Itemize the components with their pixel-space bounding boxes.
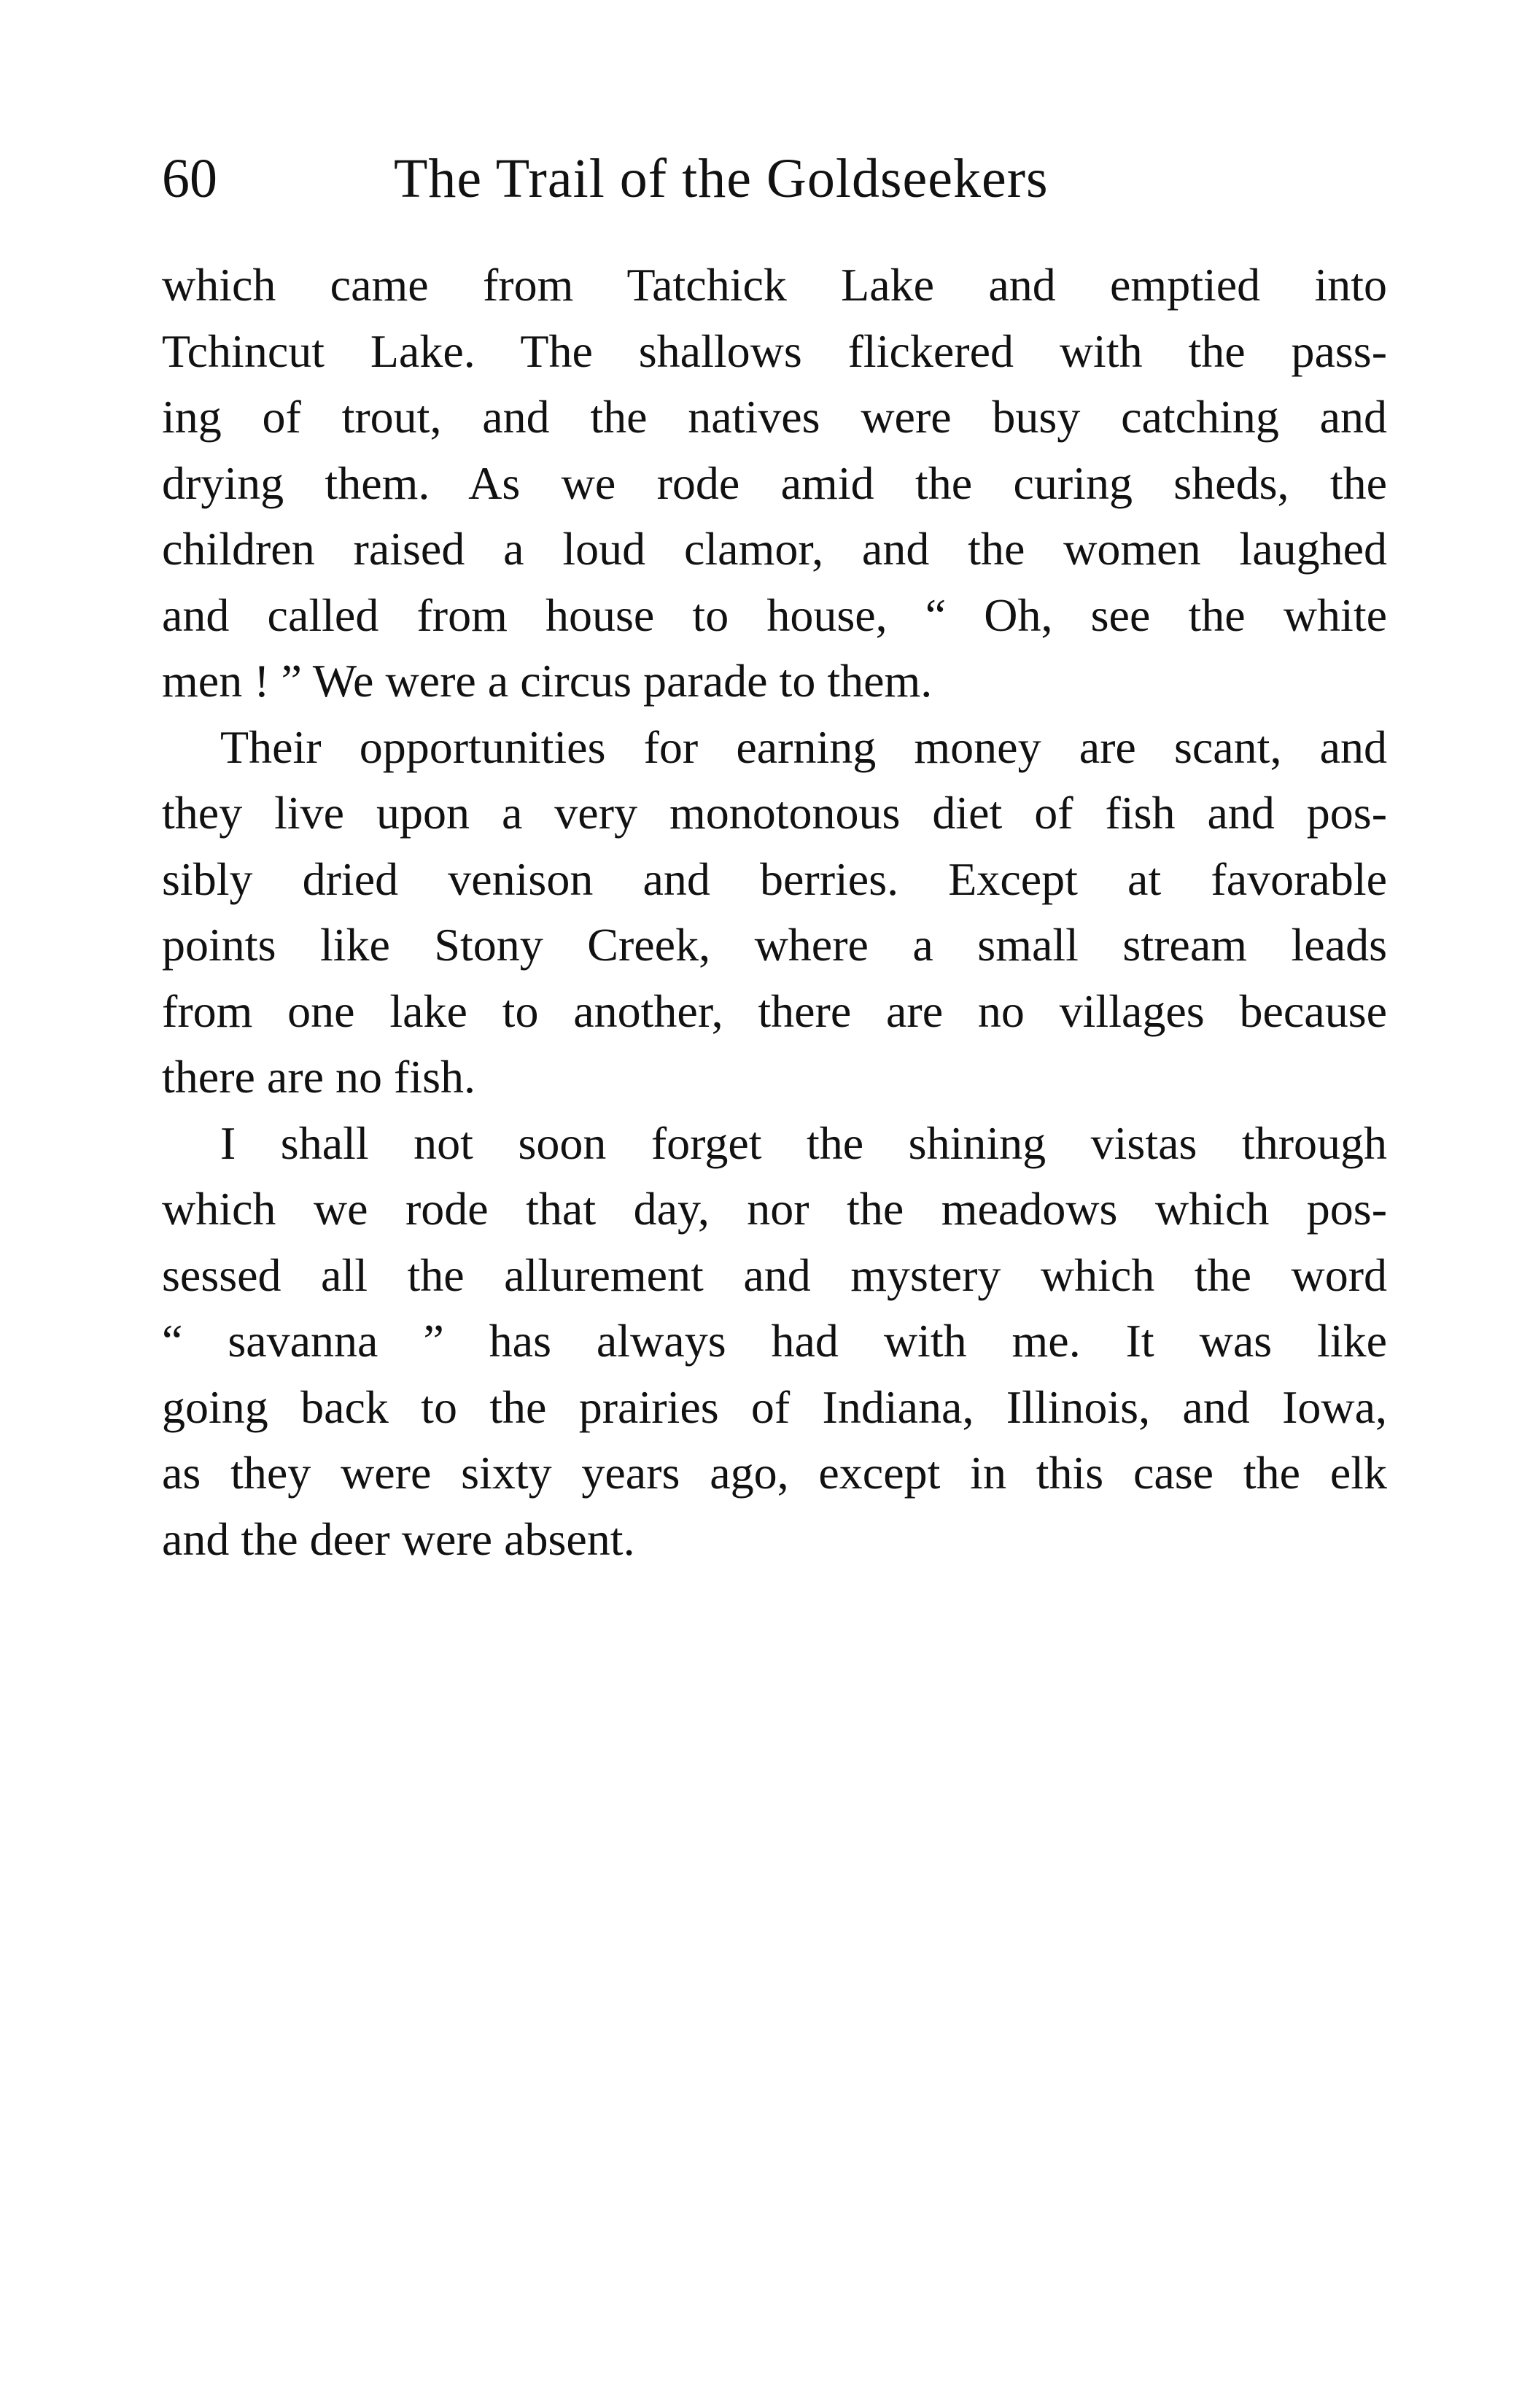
text-line: “ savanna ” has always had with me. It was like	[162, 1315, 1387, 1367]
text-line: I shall not soon forget the shining vistas through	[220, 1116, 1387, 1169]
paragraph	[162, 252, 1387, 715]
text-line: from one lake to another, there are no villages because	[162, 984, 1387, 1037]
text-line: points like Stony Creek, where a small stream leads	[162, 919, 1387, 971]
text-line: sessed all the allurement and mystery which the word	[162, 1248, 1387, 1301]
text-line: which came from Tatchick Lake and emptied into	[162, 259, 1387, 311]
text-line: going back to the prairies of Indiana, Illinois, and Iowa,	[162, 1380, 1387, 1433]
text-line: Tchincut Lake. The shallows flickered with the pass-	[162, 325, 1387, 377]
running-head	[162, 139, 1197, 219]
body-text	[162, 252, 1387, 1572]
paragraph	[162, 1111, 1387, 1573]
text-line: men ! ” We were a circus parade to them.	[162, 655, 933, 707]
text-line: which we rode that day, nor the meadows which pos-	[162, 1183, 1387, 1235]
text-line: drying them. As we rode amid the curing sheds, the	[162, 457, 1387, 509]
text-line: sibly dried venison and berries. Except at favorable	[162, 852, 1387, 905]
text-line: Their opportunities for earning money are scant, and	[220, 721, 1387, 773]
page-number: 60	[162, 148, 217, 209]
paragraph	[162, 715, 1387, 1111]
book-title: The Trail of the Goldseekers	[394, 148, 1049, 209]
text-line: they live upon a very monotonous diet of fish and pos-	[162, 787, 1387, 839]
text-line: and called from house to house, “ Oh, see the white	[162, 589, 1387, 641]
text-line: children raised a loud clamor, and the women laughed	[162, 523, 1387, 575]
text-line: and the deer were absent.	[162, 1512, 635, 1565]
text-line: ing of trout, and the natives were busy catching and	[162, 391, 1387, 443]
text-line: there are no fish.	[162, 1051, 476, 1103]
text-line: as they were sixty years ago, except in this case the elk	[162, 1447, 1387, 1499]
